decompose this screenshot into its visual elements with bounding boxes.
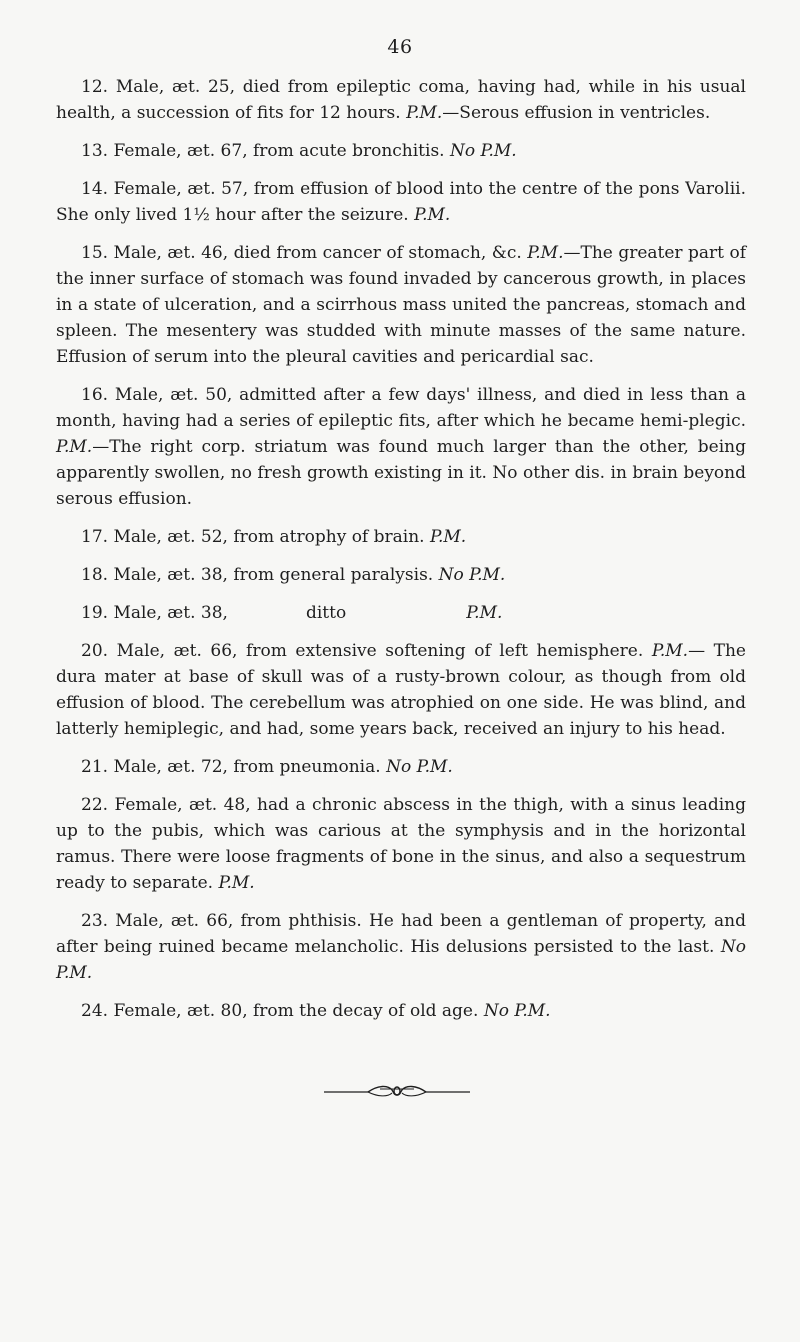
case-number: 23. [81,911,109,931]
case-text: Male, æt. 25, died from epileptic coma, having had, while in his usual health, a succession of fits for 12 hours. [56,77,746,123]
case-text: Male, æt. 46, died from cancer of stomach, &c. [113,243,528,263]
case-text: Male, æt. 52, from atrophy of brain. [113,527,430,547]
post-mortem-label: No P.M. [386,757,453,777]
post-mortem-findings: —The greater part of the inner surface of stomach was found invaded by cancerous growth, in places in a state of ulceration, and a scirrhous mass united the pancreas, stomach and spleen. The mesentery was studded with minute masses of the same nature. Effusion of serum into the pleural cavities and pericardial sac. [56,243,746,367]
tailpiece-flourish-icon [322,1081,472,1101]
case-text: Female, æt. 48, had a chronic abscess in the thigh, with a sinus leading up to the pubis, which was carious at the symphysis and in the horizontal ramus. There were loose fragments of bone in the sinus, and also a sequestrum ready to separate. [56,795,746,893]
case-number: 21. [81,757,109,777]
case-text: Female, æt. 67, from acute bronchitis. [113,141,450,161]
case-entry-17 [56,524,746,550]
case-number: 14. [81,179,109,199]
post-mortem-label: P.M. [218,873,255,893]
post-mortem-label: P.M. [406,103,443,123]
post-mortem-label: P.M. [56,437,93,457]
case-entry-22 [56,792,746,896]
case-entry-14 [56,176,746,228]
post-mortem-label: P.M. [414,205,451,225]
post-mortem-label: No P.M. [449,141,517,161]
case-entry-19 [56,600,746,626]
case-text: Male, æt. 38, from general paralysis. [113,565,439,585]
case-number: 17. [81,527,109,547]
post-mortem-findings: — The dura mater at base of skull was of a rusty-brown colour, as though from old effusion of blood. The cerebellum was atrophied on one side. He was blind, and latterly hemiplegic, and had, some years back, received an injury to his head. [56,641,746,739]
case-text: Male, æt. 38, [113,603,228,623]
case-number: 19. [81,603,109,623]
case-text: Male, æt. 72, from pneumonia. [113,757,387,777]
post-mortem-findings: —The right corp. striatum was found much larger than the other, being apparently swollen, no fresh growth existing in it. No other dis. in brain beyond serous effusion. [56,437,746,509]
case-number: 15. [81,243,109,263]
case-number: 18. [81,565,109,585]
case-number: 13. [81,141,109,161]
case-number: 22. [81,795,109,815]
case-text: Female, æt. 80, from the decay of old age. [113,1001,484,1021]
post-mortem-label: P.M. [527,243,564,263]
case-entry-13 [56,138,746,164]
post-mortem-findings: —Serous effusion in ventricles. [442,103,711,123]
page-number: 46 [387,36,413,58]
case-entry-23 [56,908,746,986]
case-entry-15 [56,240,746,370]
case-list [56,74,746,1036]
case-number: 16. [81,385,109,405]
case-number: 20. [81,641,109,661]
post-mortem-label: No P.M. [56,937,746,983]
case-entry-16 [56,382,746,512]
case-text: Male, æt. 50, admitted after a few days' illness, and died in less than a month, having had a series of epileptic fits, after which he became hemi-plegic. [56,385,746,431]
post-mortem-label: P.M. [429,527,467,547]
case-entry-24 [56,998,746,1024]
post-mortem-label: P.M. [651,641,689,661]
post-mortem-label: No P.M. [438,565,506,585]
case-text: Male, æt. 66, from extensive softening of left hemisphere. [116,641,652,661]
case-entry-20 [56,638,746,742]
case-text: Female, æt. 57, from effusion of blood into the centre of the pons Varolii. She only lived 1½ hour after the seizure. [56,179,746,225]
case-entry-21 [56,754,746,780]
post-mortem-label: No P.M. [483,1001,551,1021]
case-number: 12. [81,77,109,97]
ditto-mark: ditto [305,603,347,623]
case-number: 24. [81,1001,109,1021]
case-text: Male, æt. 66, from phthisis. He had been a gentleman of property, and after being ruined became melancholic. His delusions persisted to the last. [56,911,746,957]
post-mortem-label: P.M. [466,603,503,623]
case-entry-12 [56,74,746,126]
case-entry-18 [56,562,746,588]
